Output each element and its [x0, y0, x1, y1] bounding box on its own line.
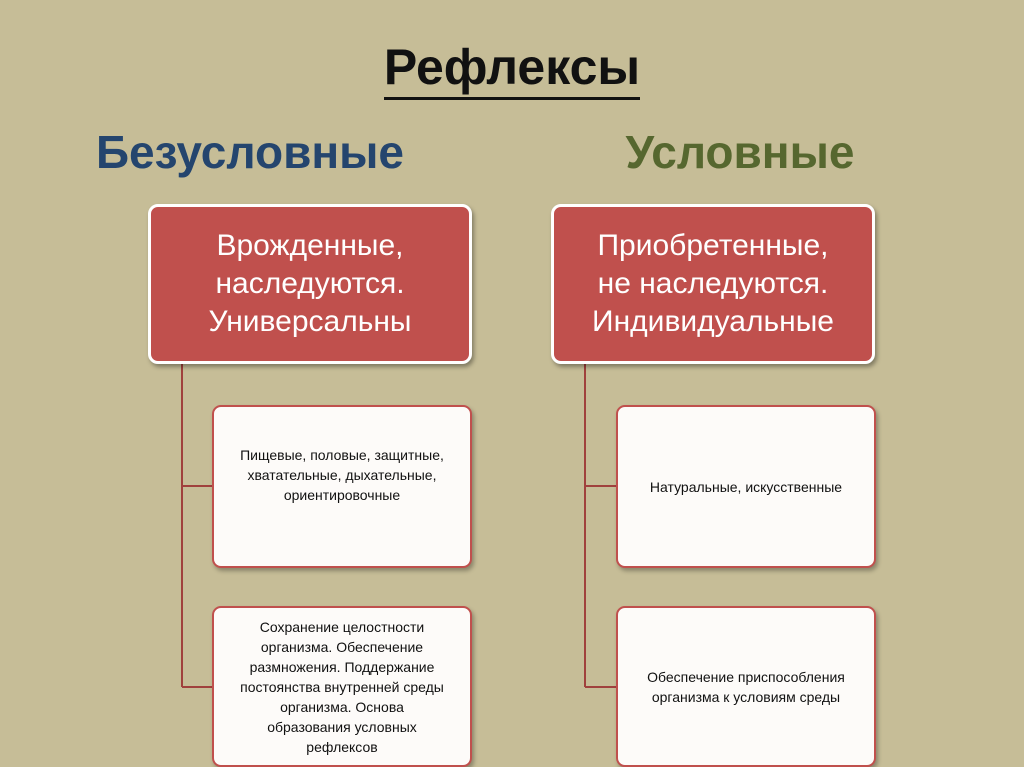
conditioned-description-box	[551, 204, 875, 364]
conditioned-types-box	[616, 405, 876, 568]
unconditioned-heading: Безусловные	[95, 126, 405, 178]
unconditioned-role-text: Сохранение целостности организма. Обеспечение размножения. Поддержание постоянства внутренней среды организма. Основа образования условных рефлексов	[240, 618, 444, 755]
conditioned-types-text: Натуральные, искусственные	[649, 478, 843, 495]
unconditioned-types-box	[212, 405, 472, 568]
conditioned-heading: Условные	[625, 126, 855, 178]
conditioned-role-text: Обеспечение приспособления организма к условиям среды	[647, 668, 845, 705]
unconditioned-description-box	[148, 204, 472, 364]
unconditioned-types-text: Пищевые, половые, защитные, хватательные, дыхательные, ориентировочные	[240, 447, 444, 503]
unconditioned-description: Врожденные, наследуются. Универсальны	[208, 229, 412, 338]
unconditioned-role-box	[212, 606, 472, 767]
conditioned-description: Приобретенные, не наследуются. Индивидуальные	[592, 229, 834, 338]
diagram-title-text: Рефлексы	[384, 39, 640, 100]
conditioned-role-box	[616, 606, 876, 767]
